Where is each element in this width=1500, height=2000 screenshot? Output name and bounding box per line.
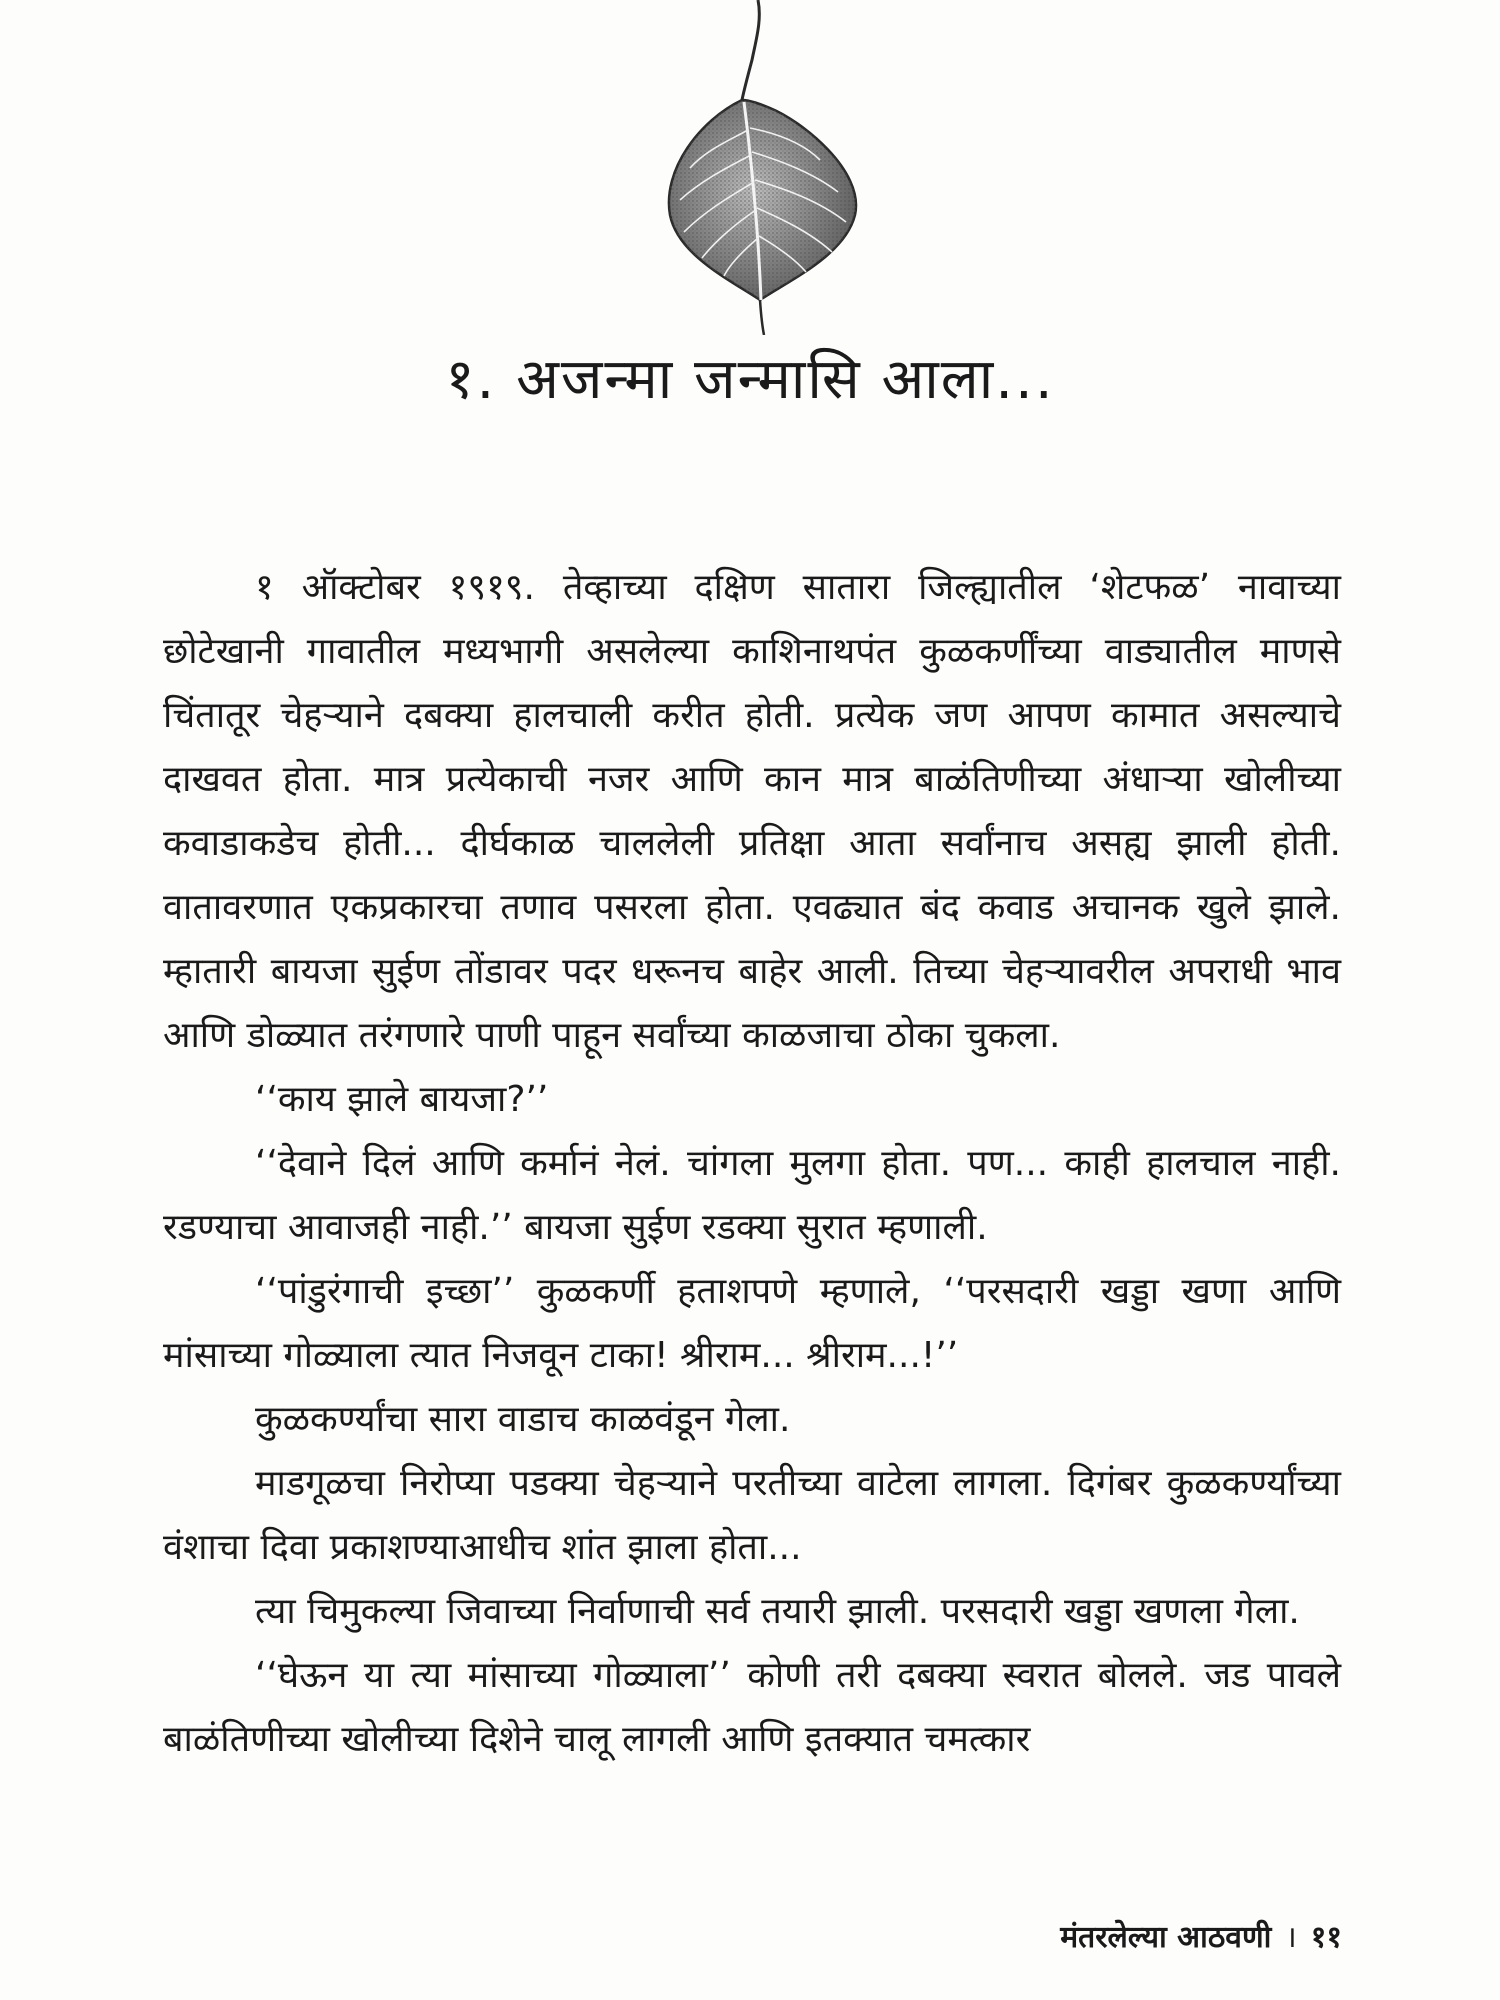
chapter-body [163, 556, 1341, 1772]
paragraph: त्या चिमुकल्या जिवाच्या निर्वाणाची सर्व तयारी झाली. परसदारी खड्डा खणला गेला. [255, 1591, 1300, 1632]
page-footer [1060, 1918, 1342, 1958]
paragraph: ‘‘पांडुरंगाची इच्छा’’ कुळकर्णी हताशपणे म्हणाले, ‘‘परसदारी खड्डा खणा आणि मांसाच्या गोळ्याला त्यात निजवून टाका! श्रीराम... श्रीराम...!’’ [163, 1271, 1341, 1376]
paragraph: कुळकर्ण्यांचा सारा वाडाच काळवंडून गेला. [255, 1399, 791, 1440]
paragraph: माडगूळचा निरोप्या पडक्या चेहऱ्याने परतीच्या वाटेला लागला. दिगंबर कुळकर्ण्यांच्या वंशाचा दिवा प्रकाशण्याआधीच शांत झाला होता... [163, 1463, 1341, 1568]
paragraph: १ ऑक्टोबर १९१९. तेव्हाच्या दक्षिण सातारा जिल्ह्यातील ‘शेटफळ’ नावाच्या छोटेखानी गावातील मध्यभागी असलेल्या काशिनाथपंत कुळकर्णींच्या वाड्यातील माणसे चिंतातूर चेहऱ्याने दबक्या हालचाली करीत होती. प्रत्येक जण आपण कामात असल्याचे दाखवत होता. मात्र प्रत्येकाची नजर आणि कान मात्र बाळंतिणीच्या अंधाऱ्या खोलीच्या कवाडाकडेच होती... दीर्घकाळ चाललेली प्रतिक्षा आता सर्वांनाच असह्य झाली होती. वातावरणात एकप्रकारचा तणाव पसरला होता. एवढ्यात बंद कवाड अचानक खुले झाले. म्हातारी बायजा सुईण तोंडावर पदर धरूनच बाहेर आली. तिच्या चेहऱ्यावरील अपराधी भाव आणि डोळ्यात तरंगणारे पाणी पाहून सर्वांच्या काळजाचा ठोका चुकला. [163, 567, 1341, 1056]
page-number: ११ [1310, 1920, 1342, 1955]
paragraph: ‘‘देवाने दिलं आणि कर्मानं नेलं. चांगला मुलगा होता. पण... काही हालचाल नाही. रडण्याचा आवाजही नाही.’’ बायजा सुईण रडक्या सुरात म्हणाली. [163, 1143, 1341, 1248]
paragraph: ‘‘काय झाले बायजा?’’ [255, 1079, 549, 1120]
running-title: मंतरलेल्या आठवणी [1060, 1920, 1272, 1955]
footer-separator: । [1285, 1920, 1297, 1955]
paragraph: ‘‘घेऊन या त्या मांसाच्या गोळ्याला’’ कोणी तरी दबक्या स्वरात बोलले. जड पावले बाळंतिणीच्या खोलीच्या दिशेने चालू लागली आणि इतक्यात चमत्कार [163, 1655, 1341, 1760]
peepal-leaf-illustration [640, 0, 890, 335]
chapter-title: १. अजन्मा जन्मासि आला... [445, 347, 1055, 412]
